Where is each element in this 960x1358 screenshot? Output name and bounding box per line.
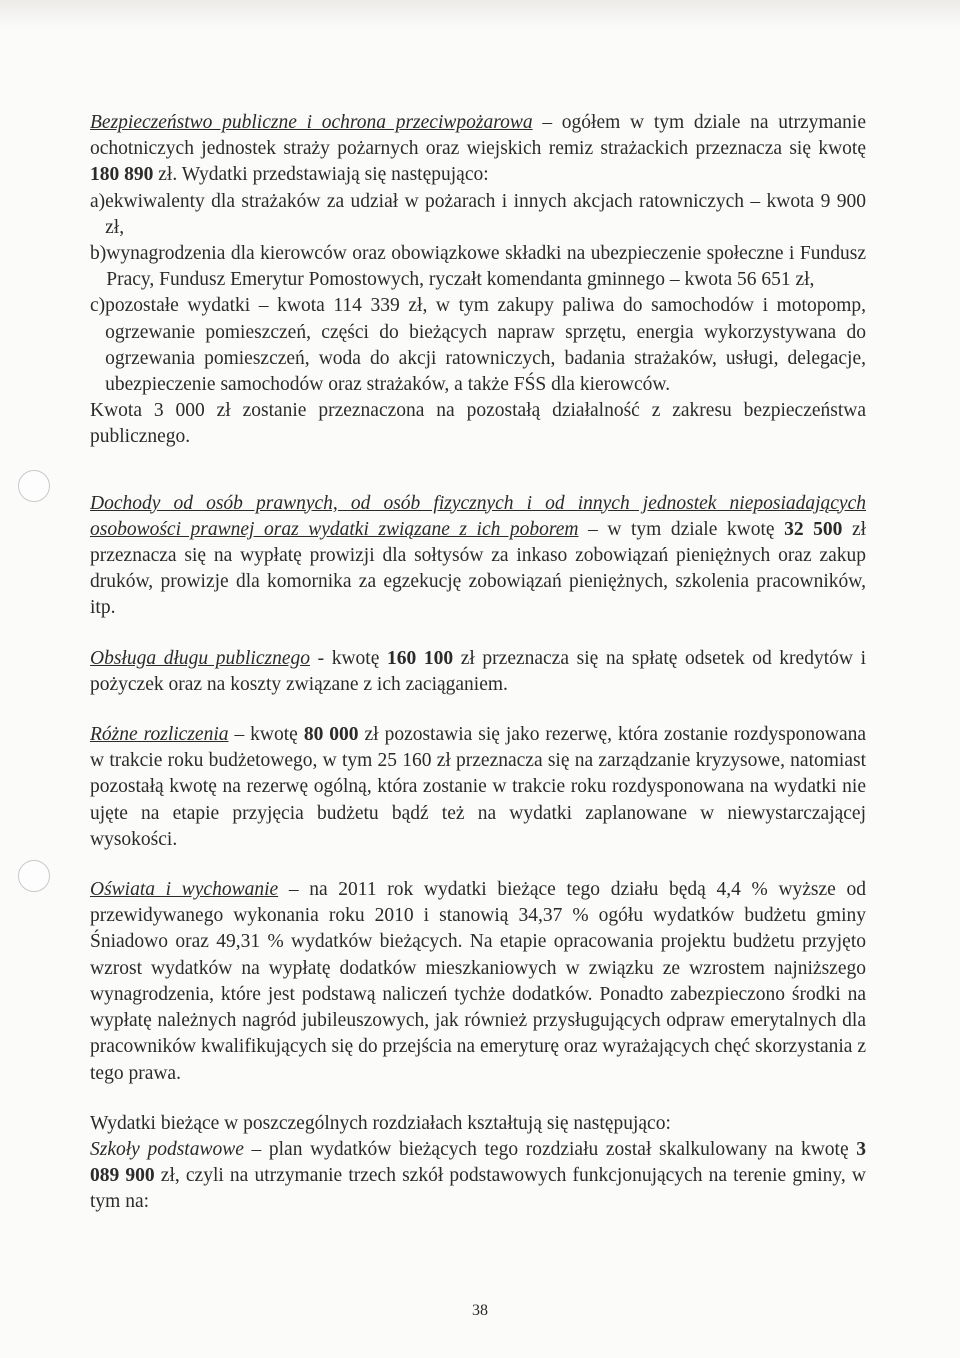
scan-edge [0,0,960,28]
section-szkoly: Szkoły podstawowe – plan wydatków bieżących tego rozdziału został skalkulowany na kwotę 3 089 900 zł, czyli na utrzymanie trzech szkół podstawowych funkcjonujących na terenie gminy, w tym na: [90,1138,867,1213]
section-dochody: Dochody od osób prawnych, od osób fizycznych i od innych jednostek nieposiadających osobowości prawnej oraz wydatki związane z ich poborem – w tym dziale kwotę 32 500 zł przeznacza się na wypłatę prowizji dla sołtysów za inkaso zobowiązań pieniężnych oraz zakup druków, prowizje dla komornika za egzekucję zobowiązań pieniężnych, szkolenia pracowników, itp. [90,492,867,619]
list-item: c) pozostałe wydatki – kwota 114 339 zł, w tym zakupy paliwa do samochodów i motopomp, ogrzewanie pomieszczeń, części do bieżących napraw sprzętu, energia wykorzystywana do ogrzewania pomieszczeń, woda do akcji ratowniczych, badania strażaków, usługi, delegacje, ubezpieczenie samochodów oraz strażaków, a także FŚS dla kierowców. [90,295,866,396]
amount: 160 100 [386,647,454,669]
paragraph: Kwota 3 000 zł zostanie przeznaczona na pozostałą działalność z zakresu bezpieczeństwa publicznego. [90,400,866,448]
section-heading: Dochody od osób prawnych, od osób fizycznych i od innych jednostek nieposiadających osobowości prawnej oraz wydatki związane z ich poborem [90,492,866,540]
list-item: a) ekwiwalenty dla strażaków za udział w pożarach i innych akcjach ratowniczych – kwota 9 900 zł, [90,190,866,238]
section-rozne-rozliczenia: Różne rozliczenia – kwotę 80 000 zł pozostawia się jako rezerwę, która zostanie rozdysponowana w trakcie roku budżetowego, w tym 25 160 zł przeznacza się na zarządzanie kryzysowe, natomiast pozostałą kwotę na rezerwę ogólną, która zostanie w trakcie roku rozdysponowana na wydatki nie ujęte na etapie przyjęcia budżetu bądź też na wydatki zaplanowane w niewystarczającej wysokości. [90,724,867,850]
section-obsluga-dlugu: Obsługa długu publicznego - kwotę 160 100 zł przeznacza się na spłatę odsetek od kredytów i pożyczek oraz na koszty związane z ich zaciąganiem. [90,647,866,695]
document-body [90,110,866,1216]
section-heading: Różne rozliczenia [90,724,229,746]
punch-hole [18,860,50,892]
amount: 80 000 [303,724,359,746]
page-number: 38 [472,1302,488,1319]
paragraph: Wydatki bieżące w poszczególnych rozdziałach kształtują się następująco: [90,1112,671,1134]
amount: 32 500 [784,518,843,540]
section-heading: Szkoły podstawowe [90,1138,244,1160]
amount: 3 089 900 [90,1138,866,1187]
section-oswiata: Oświata i wychowanie – na 2011 rok wydatki bieżące tego działu będą 4,4 % wyższe od przewidywanego wykonania roku 2010 i stanowią 34,37 % ogółu wydatków budżetu gminy Śniadowo oraz 49,31 % wydatków bieżących. Na etapie opracowania projektu budżetu przyjęto wzrost wydatków na wypłatę dodatków mieszkaniowych w związku ze wzrostem najniższego wynagrodzenia, które jest podstawą naliczeń tychże dodatków. Ponadto zabezpieczono środki na wypłatę należnych nagród jubileuszowych, jak również przysługujących odpraw emerytalnych dla pracowników kwalifikujących się do przejścia na emeryturę oraz wyrażających chęć skorzystania z tego prawa. [90,879,866,1084]
list-item: b) wynagrodzenia dla kierowców oraz obowiązkowe składki na ubezpieczenie społeczne i Fundusz Pracy, Fundusz Emerytur Pomostowych, ryczałt komendanta gminnego – kwota 56 651 zł, [90,243,866,291]
amount: 180 890 [90,164,154,186]
punch-hole [18,470,50,502]
section-heading: Oświata i wychowanie [90,879,279,901]
section-heading: Bezpieczeństwo publiczne i ochrona przeciwpożarowa [90,112,533,133]
section-bezpieczenstwo: Bezpieczeństwo publiczne i ochrona przeciwpożarowa – ogółem w tym dziale na utrzymanie ochotniczych jednostek straży pożarnych oraz wiejskich remiz strażackich przeznacza się kwotę 180 890 zł. Wydatki przedstawiają się następująco: [90,112,867,186]
section-heading: Obsługa długu publicznego [90,647,310,669]
